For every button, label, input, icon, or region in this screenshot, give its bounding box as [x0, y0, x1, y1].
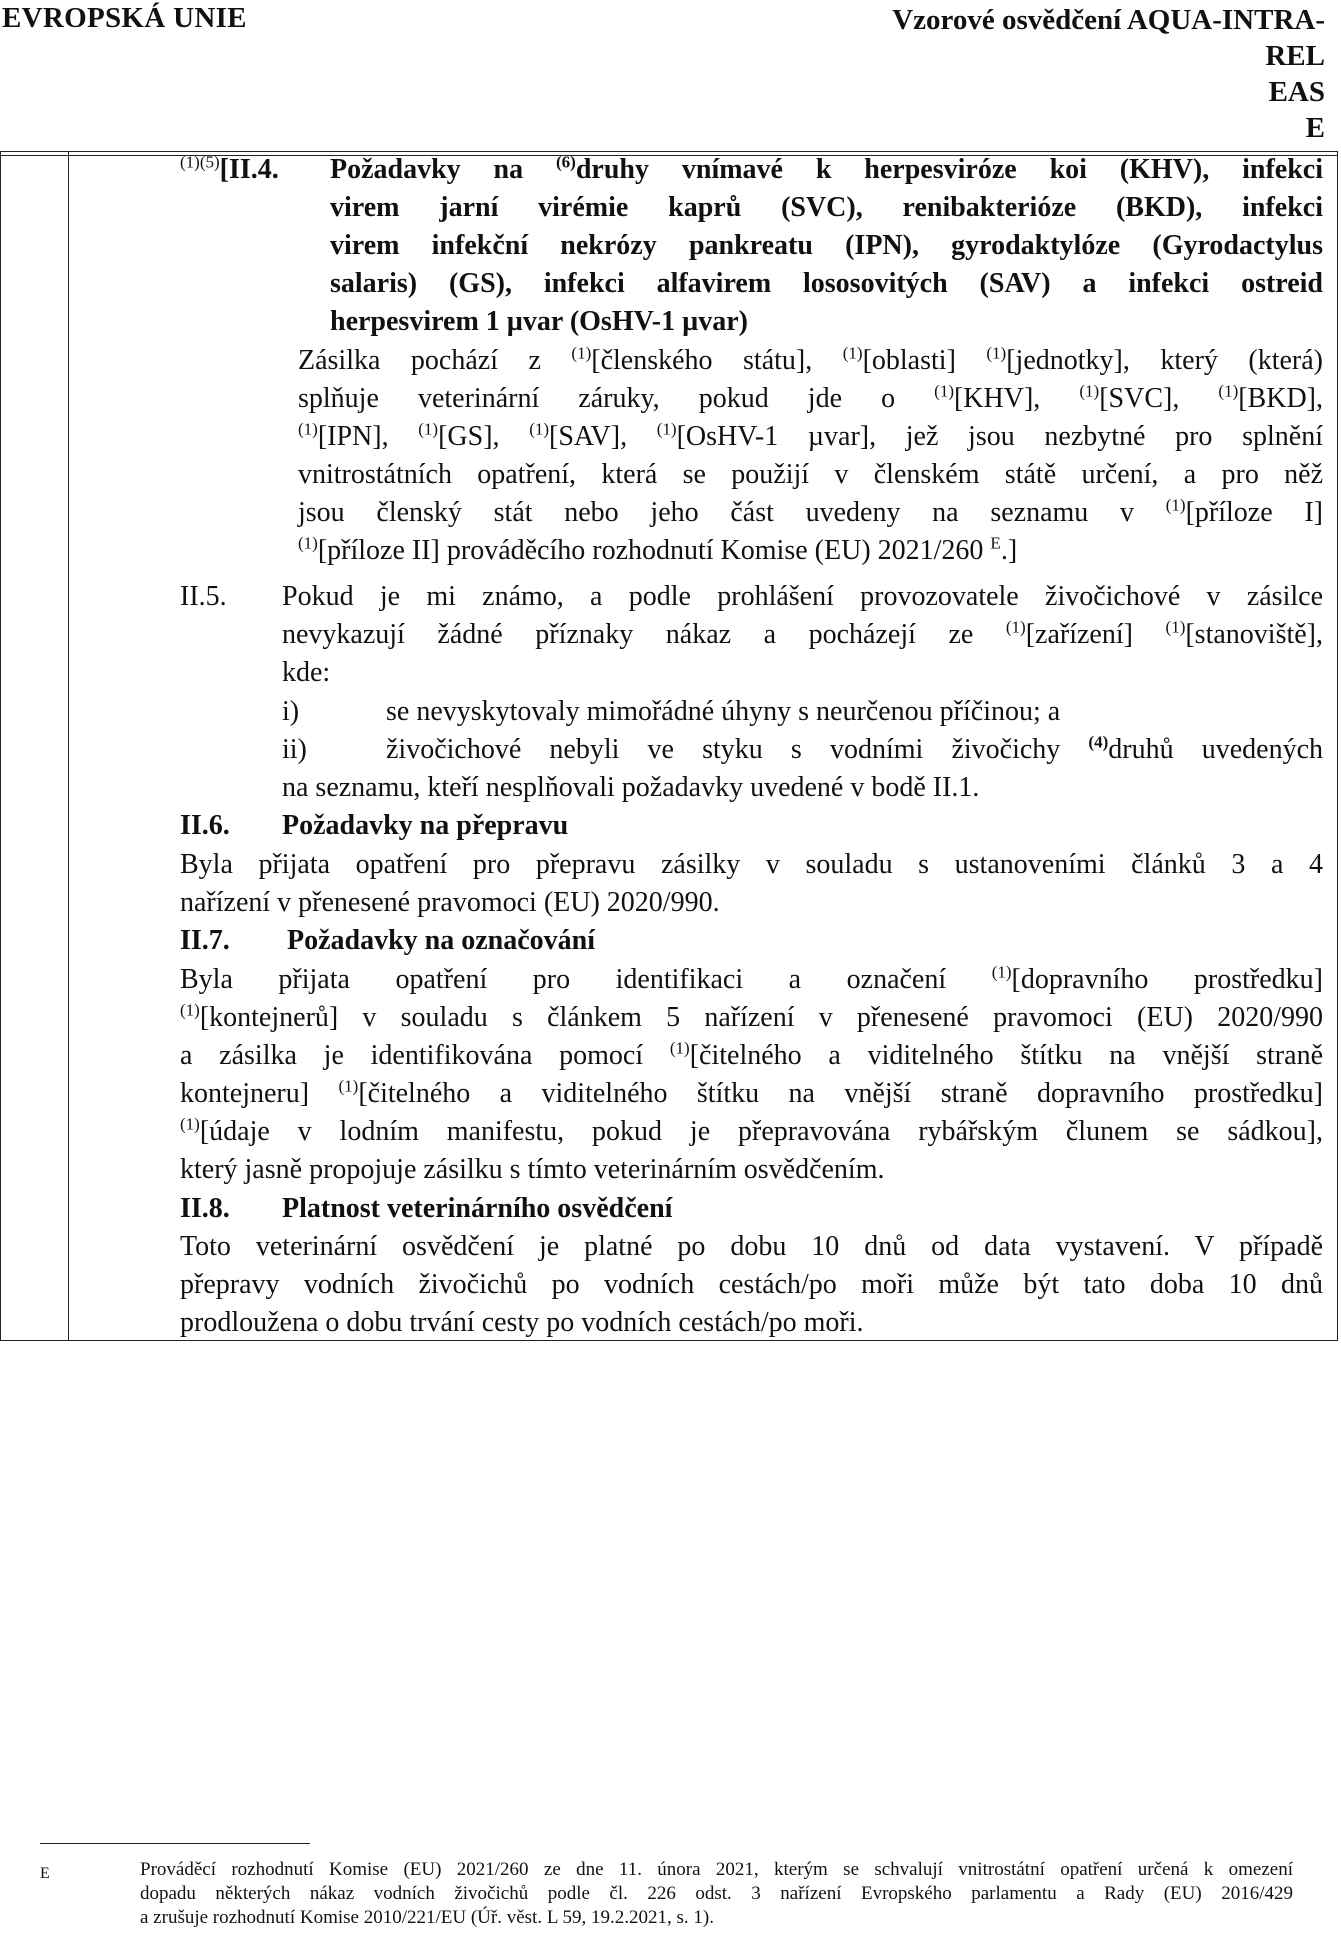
sec4-title-line: virem jarní virémie kaprů (SVC), renibakterióze (BKD), infekci [330, 192, 1323, 223]
sec5-item-ii-text: živočichové nebyli ve styku s vodními živočichy $^{(4)}$druhů uvedených [386, 732, 1323, 765]
sec5-line: nevykazují žádné příznaky nákaz a pocházejí ze $^{(1)}$[zařízení] $^{(1)}$[stanoviště], [282, 617, 1323, 650]
sec5-item-i-label: i) [282, 696, 300, 727]
footnote-ref: (1)(5) [180, 152, 220, 172]
header-right-line: Vzorové osvědčení AQUA-INTRA- [892, 4, 1325, 36]
sec7-line: a zásilka je identifikována pomocí $^{(1)}$[čitelného a viditelného štítku na vnější straně [180, 1038, 1323, 1071]
sec7-title: Požadavky na označování [287, 925, 596, 956]
footnote-line: a zrušuje rozhodnutí Komise 2010/221/EU (Úř. věst. L 59, 19.2.2021, s. 1). [140, 1907, 714, 1928]
sec7-line: který jasně propojuje zásilku s tímto veterinárním osvědčením. [180, 1154, 885, 1185]
sec5-line: Pokud je mi známo, a podle prohlášení provozovatele živočichové v zásilce [282, 581, 1323, 612]
sec4-title-line: herpesvirem 1 µvar (OsHV-1 µvar) [330, 306, 748, 337]
sec7-line: $^{(1)}$[údaje v lodním manifestu, pokud je přepravována rybářským člunem se sádkou], [180, 1114, 1323, 1147]
sec4-title-line: Požadavky na $^{(6)}$druhy vnímavé k herpesviróze koi (KHV), infekci [330, 152, 1323, 185]
sec5-line: kde: [282, 657, 331, 688]
sec4-body-line: vnitrostátních opatření, která se použijí v členském státě určení, a pro něž [298, 459, 1323, 490]
sec7-line: Byla přijata opatření pro identifikaci a označení $^{(1)}$[dopravního prostředku] [180, 962, 1323, 995]
sec4-title-line: salaris) (GS), infekci alfavirem lososovitých (SAV) a infekci ostreid [330, 268, 1323, 299]
sec6-number: II.6. [180, 810, 230, 841]
header-right-line: E [1305, 112, 1325, 144]
header-right-line: EAS [1268, 76, 1325, 108]
header-right-line: REL [1265, 40, 1325, 72]
footnote-line: Prováděcí rozhodnutí Komise (EU) 2021/260 ze dne 11. února 2021, kterým se schvalují vnitrostátní opatření určená k omezení [140, 1859, 1293, 1880]
sec4-body-line: jsou členský stát nebo jeho část uvedeny na seznamu v $^{(1)}$[příloze I] [298, 495, 1323, 528]
sec6-line: nařízení v přenesené pravomoci (EU) 2020/990. [180, 887, 720, 918]
sec4-body-line: $^{(1)}$[IPN], $^{(1)}$[GS], $^{(1)}$[SAV], $^{(1)}$[OsHV-1 µvar], jež jsou nezbytné pro splnění [298, 419, 1323, 452]
sec8-title: Platnost veterinárního osvědčení [282, 1193, 673, 1224]
sec6-line: Byla přijata opatření pro přepravu zásilky v souladu s ustanoveními článků 3 a 4 [180, 849, 1323, 880]
sec6-title: Požadavky na přepravu [282, 810, 569, 841]
footnote-ref: (6) [556, 152, 576, 172]
left-column-rule [68, 151, 69, 1341]
sec5-item-ii-cont: na seznamu, kteří nesplňovali požadavky uvedené v bodě II.1. [282, 772, 980, 803]
sec7-line: $^{(1)}$[kontejnerů] v souladu s článkem 5 nařízení v přenesené pravomoci (EU) 2020/990 [180, 1000, 1323, 1033]
sec5-item-i-text: se nevyskytovaly mimořádné úhyny s neurčenou příčinou; a [386, 696, 1061, 727]
footnote-rule [40, 1843, 310, 1844]
sec4-body-line: $^{(1)}$[příloze II] prováděcího rozhodnutí Komise (EU) 2021/260 $^E$.] [298, 533, 1018, 566]
sec5-number: II.5. [180, 581, 227, 612]
footnote-line: dopadu některých nákaz vodních živočichů podle čl. 226 odst. 3 nařízení Evropského parlamentu a Rady (EU) 2016/429 [140, 1883, 1293, 1904]
sec7-line: kontejneru] $^{(1)}$[čitelného a viditelného štítku na vnější straně dopravního prostředku] [180, 1076, 1323, 1109]
sec4-title-line: virem infekční nekrózy pankreatu (IPN), gyrodaktylóze (Gyrodactylus [330, 230, 1323, 261]
sec4-body-line: splňuje veterinární záruky, pokud jde o $^{(1)}$[KHV], $^{(1)}$[SVC], $^{(1)}$[BKD], [298, 381, 1323, 414]
sec7-number: II.7. [180, 925, 230, 956]
sec8-line: prodloužena o dobu trvání cesty po vodních cestách/po moři. [180, 1307, 864, 1338]
sec8-line: přepravy vodních živočichů po vodních cestách/po moři může být tato doba 10 dnů [180, 1269, 1323, 1300]
header-left-title: EVROPSKÁ UNIE [2, 2, 247, 34]
footnote-mark: E [40, 1865, 50, 1882]
sec4-number: $^{(1)(5)}$[II.4. [180, 152, 279, 185]
sec4-body-line: Zásilka pochází z $^{(1)}$[členského státu], $^{(1)}$[oblasti] $^{(1)}$[jednotky], který (která) [298, 343, 1323, 376]
sec5-item-ii-label: ii) [282, 734, 307, 765]
header-right-title [765, 2, 1325, 146]
sec8-number: II.8. [180, 1193, 230, 1224]
sec8-line: Toto veterinární osvědčení je platné po dobu 10 dnů od data vystavení. V případě [180, 1231, 1323, 1262]
